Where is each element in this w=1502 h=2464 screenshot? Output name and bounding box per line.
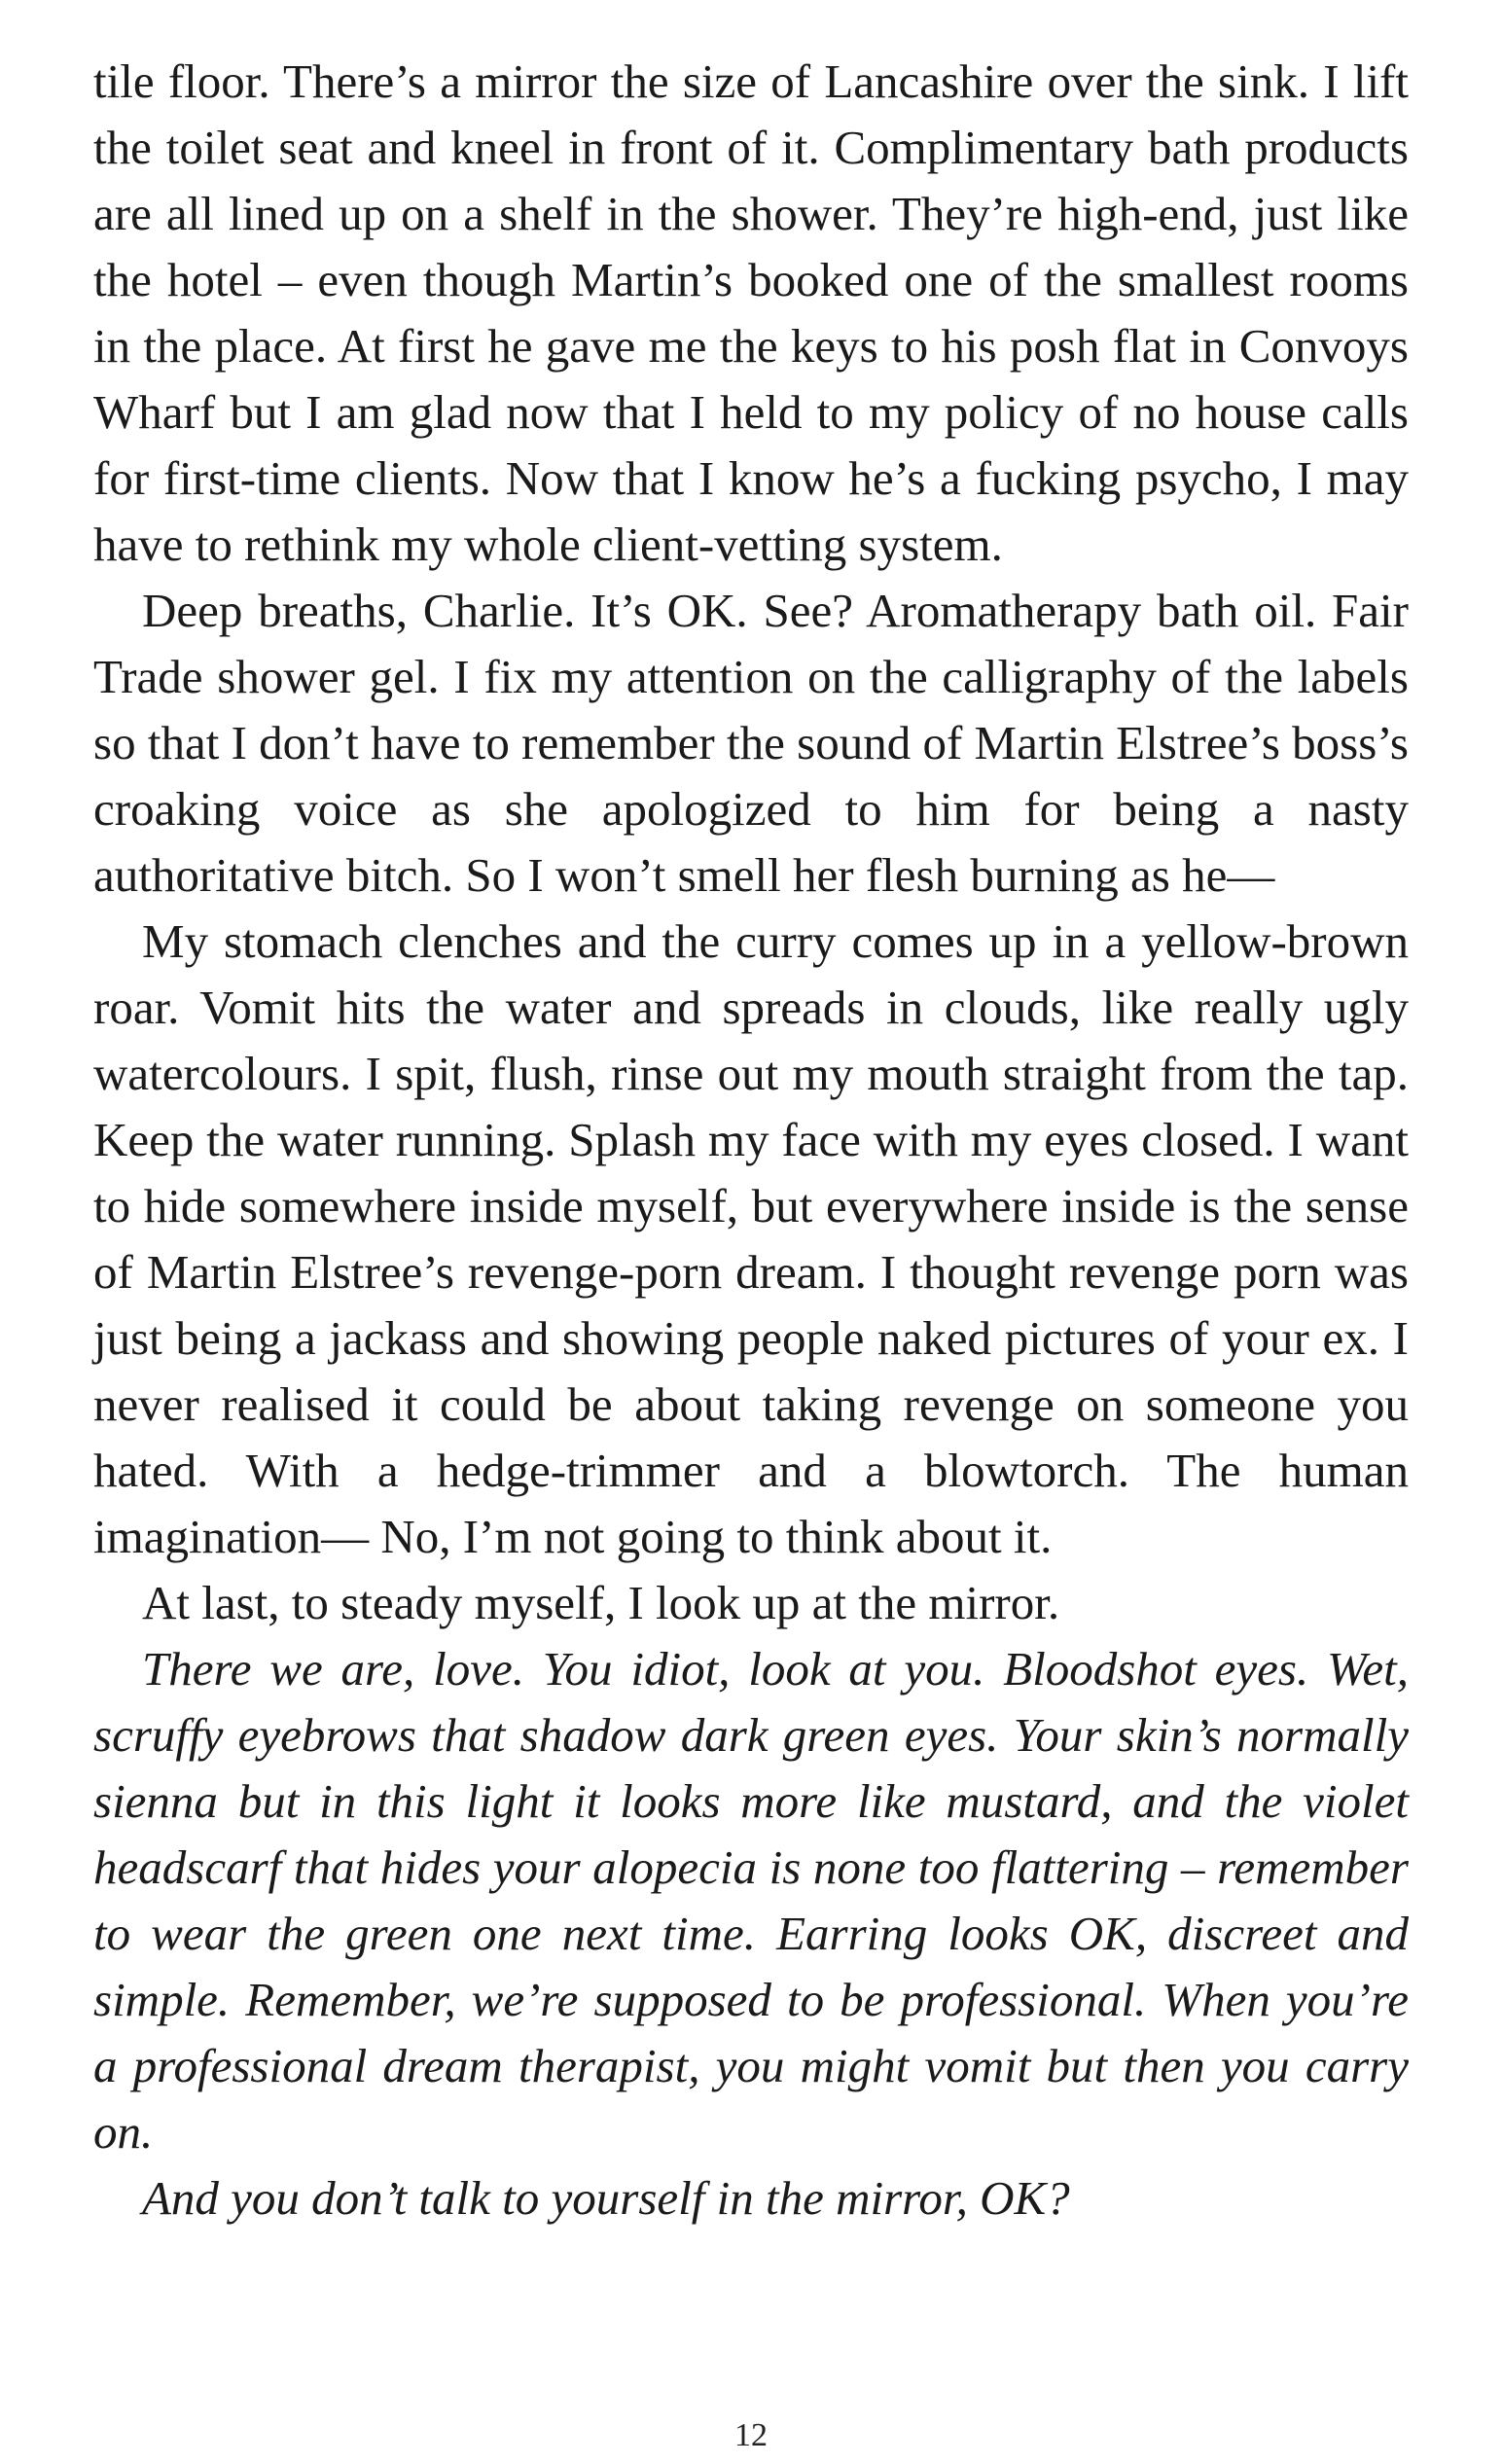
paragraph-continuation: tile floor. There’s a mirror the size of Lancashire over the sink. I lift the toilet seat and kneel in front of it. Complimentary bath products are all lined up on a shelf in the shower. They’re high-end, just like the hotel – even though Martin’s booked one of the smallest rooms in the place. At first he gave me the keys to his posh flat in Convoys Wharf but I am glad now that I held to my policy of no house calls for first-time clients. Now that I know he’s a fucking psycho, I may have to rethink my whole client-vetting system.	[93, 54, 1409, 571]
paragraph-look-at-mirror: At last, to steady myself, I look up at the mirror.	[142, 1576, 1060, 1629]
paragraph-stomach-clenches: My stomach clenches and the curry comes up in a yellow-brown roar. Vomit hits the water and spreads in clouds, like really ugly watercolours. I spit, flush, rinse out my mouth straight from the tap. Keep the water running. Splash my face with my eyes closed. I want to hide somewhere inside myself, but everywhere inside is the sense of Martin Elstree’s revenge-porn dream. I thought revenge porn was just being a jackass and showing people naked pictures of your ex. I never realised it could be about taking revenge on someone you hated. With a hedge-trimmer and a blowtorch. The human imagination— No, I’m not going to think about it.	[93, 914, 1409, 1563]
body-text	[93, 49, 1409, 2232]
paragraph-mirror-monologue: There we are, love. You idiot, look at you. Bloodshot eyes. Wet, scruffy eyebrows that shadow dark green eyes. Your skin’s normally sienna but in this light it looks more like mustard, and the violet headscarf that hides your alopecia is none too flattering – remember to wear the green one next time. Earring looks OK, discreet and simple. Remember, we’re supposed to be professional. When you’re a professional dream therapist, you might vomit but then you carry on.	[93, 1642, 1409, 2159]
paragraph-closing-line: And you don’t talk to yourself in the mirror, OK?	[142, 2171, 1070, 2225]
page-number: 12	[734, 2417, 768, 2453]
paragraph-deep-breaths: Deep breaths, Charlie. It’s OK. See? Aromatherapy bath oil. Fair Trade shower gel. I fix my attention on the calligraphy of the labels so that I don’t have to remember the sound of Martin Elstree’s boss’s croaking voice as she apologized to him for being a nasty authoritative bitch. So I won’t smell her flesh burning as he—	[93, 584, 1409, 902]
